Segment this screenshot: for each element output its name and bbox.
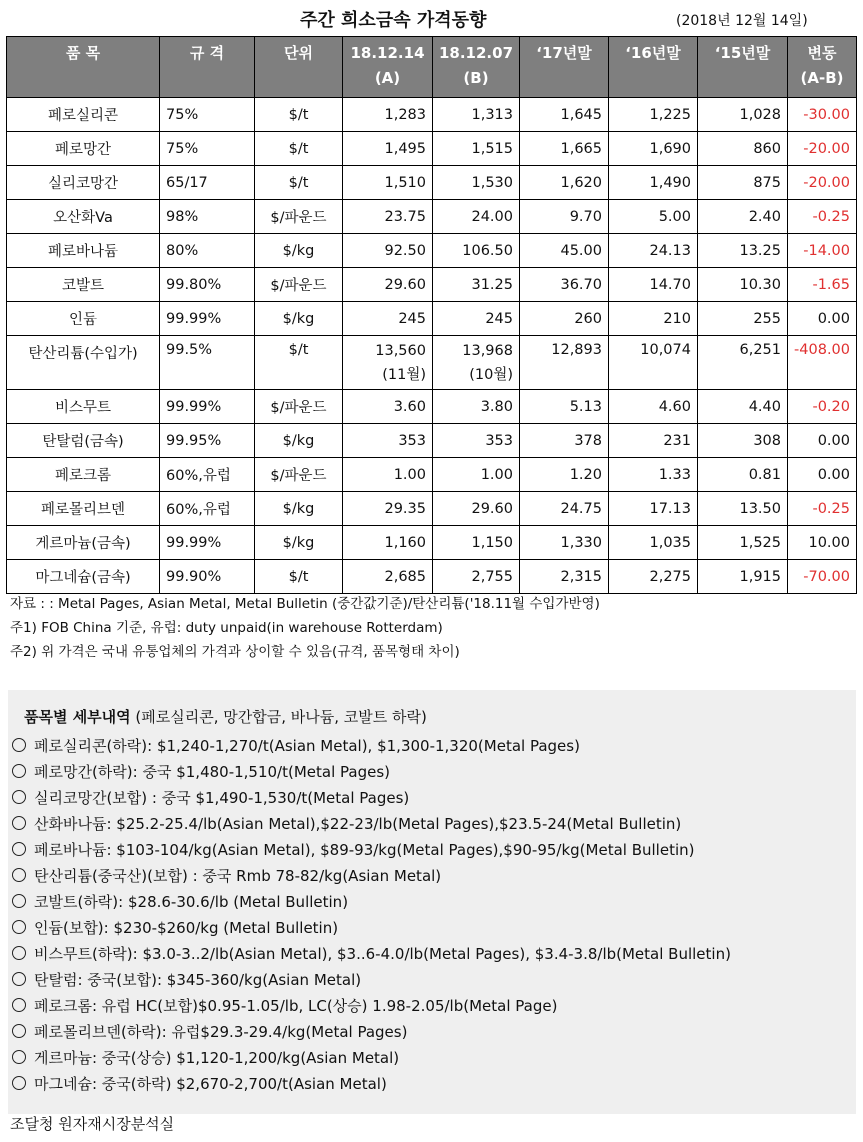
list-item bbox=[12, 863, 731, 889]
cell-end-2016: 1,225 bbox=[609, 98, 698, 132]
col-header-end-2017: ‘17년말 bbox=[520, 37, 609, 98]
cell-end-2015: 2.40 bbox=[698, 200, 788, 234]
cell-unit: $/kg bbox=[255, 492, 343, 526]
list-item-text: 비스무트(하락): $3.0-3..2/lb(Asian Metal), $3..6-4.0/lb(Metal Pages), $3.4-3.8/lb(Metal Bulletin) bbox=[34, 945, 731, 963]
cell-previous: 13,968 (10월) bbox=[433, 336, 520, 390]
cell-end-2017: 45.00 bbox=[520, 234, 609, 268]
cell-previous: 353 bbox=[433, 424, 520, 458]
cell-previous: 24.00 bbox=[433, 200, 520, 234]
cell-current: 2,685 bbox=[343, 560, 433, 594]
footer-org: 조달청 원자재시장분석실 bbox=[10, 1115, 175, 1133]
cell-end-2015: 10.30 bbox=[698, 268, 788, 302]
circle-bullet-icon bbox=[12, 972, 26, 986]
cell-end-2015: 0.81 bbox=[698, 458, 788, 492]
cell-spec: 65/17 bbox=[160, 166, 255, 200]
list-item-text: 게르마늄: 중국(상승) $1,120-1,200/kg(Asian Metal) bbox=[34, 1049, 400, 1067]
cell-end-2017: 1,665 bbox=[520, 132, 609, 166]
cell-end-2017: 1,620 bbox=[520, 166, 609, 200]
cell-current: 1,283 bbox=[343, 98, 433, 132]
cell-previous: 106.50 bbox=[433, 234, 520, 268]
cell-end-2017: 1,330 bbox=[520, 526, 609, 560]
list-item bbox=[12, 811, 731, 837]
circle-bullet-icon bbox=[12, 1076, 26, 1090]
cell-spec: 99.99% bbox=[160, 302, 255, 336]
circle-bullet-icon bbox=[12, 920, 26, 934]
cell-end-2016: 210 bbox=[609, 302, 698, 336]
circle-bullet-icon bbox=[12, 946, 26, 960]
cell-end-2015: 6,251 bbox=[698, 336, 788, 390]
table-header-row bbox=[7, 37, 857, 98]
cell-end-2017: 36.70 bbox=[520, 268, 609, 302]
circle-bullet-icon bbox=[12, 868, 26, 882]
circle-bullet-icon bbox=[12, 764, 26, 778]
list-item bbox=[12, 759, 731, 785]
table-row bbox=[7, 458, 857, 492]
cell-change: -1.65 bbox=[788, 268, 857, 302]
cell-current: 3.60 bbox=[343, 390, 433, 424]
cell-end-2016: 14.70 bbox=[609, 268, 698, 302]
cell-previous: 31.25 bbox=[433, 268, 520, 302]
cell-unit: $/kg bbox=[255, 302, 343, 336]
list-item bbox=[12, 1045, 731, 1071]
cell-item: 페로몰리브덴 bbox=[7, 492, 160, 526]
report-title: 주간 희소금속 가격동향 bbox=[300, 10, 487, 31]
cell-end-2017: 1,645 bbox=[520, 98, 609, 132]
cell-unit: $/t bbox=[255, 336, 343, 390]
cell-unit: $/파운드 bbox=[255, 200, 343, 234]
cell-change: -20.00 bbox=[788, 132, 857, 166]
list-item-text: 페로망간(하락): 중국 $1,480-1,510/t(Metal Pages) bbox=[34, 763, 391, 781]
cell-previous: 245 bbox=[433, 302, 520, 336]
cell-unit: $/t bbox=[255, 166, 343, 200]
circle-bullet-icon bbox=[12, 842, 26, 856]
cell-unit: $/파운드 bbox=[255, 458, 343, 492]
list-item bbox=[12, 837, 731, 863]
cell-end-2017: 260 bbox=[520, 302, 609, 336]
table-notes bbox=[10, 592, 600, 664]
list-item-text: 탄산리튬(중국산)(보합) : 중국 Rmb 78-82/kg(Asian Metal) bbox=[34, 867, 442, 885]
cell-current: 92.50 bbox=[343, 234, 433, 268]
cell-end-2016: 4.60 bbox=[609, 390, 698, 424]
cell-previous: 1.00 bbox=[433, 458, 520, 492]
table-row bbox=[7, 132, 857, 166]
list-item bbox=[12, 1019, 731, 1045]
list-item bbox=[12, 993, 731, 1019]
cell-item: 인듐 bbox=[7, 302, 160, 336]
cell-end-2016: 1,690 bbox=[609, 132, 698, 166]
report-title-bar bbox=[0, 4, 863, 32]
list-item bbox=[12, 915, 731, 941]
cell-previous: 1,530 bbox=[433, 166, 520, 200]
cell-spec: 99.80% bbox=[160, 268, 255, 302]
cell-previous: 1,150 bbox=[433, 526, 520, 560]
list-item bbox=[12, 1071, 731, 1097]
cell-previous: 29.60 bbox=[433, 492, 520, 526]
cell-end-2016: 1,035 bbox=[609, 526, 698, 560]
cell-end-2015: 255 bbox=[698, 302, 788, 336]
cell-current: 1.00 bbox=[343, 458, 433, 492]
cell-end-2017: 378 bbox=[520, 424, 609, 458]
table-row bbox=[7, 424, 857, 458]
list-item-text: 페로몰리브덴(하락): 유럽$29.3-29.4/kg(Metal Pages) bbox=[34, 1023, 408, 1041]
cell-spec: 60%,유럽 bbox=[160, 458, 255, 492]
cell-spec: 75% bbox=[160, 98, 255, 132]
circle-bullet-icon bbox=[12, 738, 26, 752]
list-item bbox=[12, 889, 731, 915]
col-header-previous: 18.12.07 (B) bbox=[433, 37, 520, 98]
cell-previous: 3.80 bbox=[433, 390, 520, 424]
cell-end-2016: 10,074 bbox=[609, 336, 698, 390]
table-row bbox=[7, 526, 857, 560]
cell-unit: $/t bbox=[255, 132, 343, 166]
list-item-text: 마그네슘: 중국(하락) $2,670-2,700/t(Asian Metal) bbox=[34, 1075, 387, 1093]
cell-change: 0.00 bbox=[788, 458, 857, 492]
cell-unit: $/kg bbox=[255, 424, 343, 458]
list-item bbox=[12, 967, 731, 993]
cell-current: 353 bbox=[343, 424, 433, 458]
circle-bullet-icon bbox=[12, 1050, 26, 1064]
cell-current: 13,560 (11월) bbox=[343, 336, 433, 390]
cell-spec: 99.99% bbox=[160, 390, 255, 424]
cell-end-2015: 1,028 bbox=[698, 98, 788, 132]
cell-end-2016: 1,490 bbox=[609, 166, 698, 200]
cell-change: -30.00 bbox=[788, 98, 857, 132]
cell-change: -408.00 bbox=[788, 336, 857, 390]
cell-end-2015: 13.25 bbox=[698, 234, 788, 268]
cell-end-2016: 5.00 bbox=[609, 200, 698, 234]
cell-spec: 80% bbox=[160, 234, 255, 268]
col-header-unit: 단위 bbox=[255, 37, 343, 98]
cell-end-2016: 231 bbox=[609, 424, 698, 458]
detail-box bbox=[8, 690, 856, 1114]
cell-item: 비스무트 bbox=[7, 390, 160, 424]
footnote-1: 주1) FOB China 기준, 유럽: duty unpaid(in warehouse Rotterdam) bbox=[10, 620, 443, 636]
table-row bbox=[7, 234, 857, 268]
report-date: (2018년 12월 14일) bbox=[676, 13, 808, 29]
cell-item: 탄산리튬(수입가) bbox=[7, 336, 160, 390]
cell-spec: 60%,유럽 bbox=[160, 492, 255, 526]
cell-item: 페로크롬 bbox=[7, 458, 160, 492]
detail-list bbox=[12, 733, 731, 1097]
cell-item: 페로바나듐 bbox=[7, 234, 160, 268]
cell-previous: 1,313 bbox=[433, 98, 520, 132]
cell-previous: 2,755 bbox=[433, 560, 520, 594]
cell-unit: $/t bbox=[255, 560, 343, 594]
cell-end-2015: 4.40 bbox=[698, 390, 788, 424]
cell-current: 245 bbox=[343, 302, 433, 336]
cell-spec: 99.5% bbox=[160, 336, 255, 390]
cell-current: 29.60 bbox=[343, 268, 433, 302]
cell-end-2015: 1,915 bbox=[698, 560, 788, 594]
circle-bullet-icon bbox=[12, 790, 26, 804]
col-header-item: 품 목 bbox=[7, 37, 160, 98]
cell-item: 게르마늄(금속) bbox=[7, 526, 160, 560]
cell-item: 실리코망간 bbox=[7, 166, 160, 200]
table-row bbox=[7, 200, 857, 234]
cell-change: -0.20 bbox=[788, 390, 857, 424]
cell-unit: $/kg bbox=[255, 234, 343, 268]
detail-heading: 품목별 세부내역 (페로실리콘, 망간합금, 바나듐, 코발트 하락) bbox=[24, 708, 427, 726]
list-item-text: 페로바나듐: $103-104/kg(Asian Metal), $89-93/kg(Metal Pages),$90-95/kg(Metal Bulletin) bbox=[34, 841, 695, 859]
table-row bbox=[7, 268, 857, 302]
list-item bbox=[12, 733, 731, 759]
table-row bbox=[7, 302, 857, 336]
col-header-end-2016: ‘16년말 bbox=[609, 37, 698, 98]
cell-previous: 1,515 bbox=[433, 132, 520, 166]
col-header-end-2015: ‘15년말 bbox=[698, 37, 788, 98]
cell-end-2015: 860 bbox=[698, 132, 788, 166]
cell-spec: 75% bbox=[160, 132, 255, 166]
cell-item: 오산화Va bbox=[7, 200, 160, 234]
cell-end-2017: 24.75 bbox=[520, 492, 609, 526]
cell-change: 0.00 bbox=[788, 302, 857, 336]
cell-unit: $/t bbox=[255, 98, 343, 132]
circle-bullet-icon bbox=[12, 816, 26, 830]
cell-end-2016: 17.13 bbox=[609, 492, 698, 526]
cell-spec: 99.90% bbox=[160, 560, 255, 594]
cell-spec: 99.95% bbox=[160, 424, 255, 458]
cell-end-2016: 2,275 bbox=[609, 560, 698, 594]
col-header-change: 변동 (A-B) bbox=[788, 37, 857, 98]
cell-end-2015: 1,525 bbox=[698, 526, 788, 560]
cell-current: 1,160 bbox=[343, 526, 433, 560]
cell-change: -0.25 bbox=[788, 492, 857, 526]
circle-bullet-icon bbox=[12, 998, 26, 1012]
cell-end-2015: 308 bbox=[698, 424, 788, 458]
cell-spec: 98% bbox=[160, 200, 255, 234]
list-item bbox=[12, 785, 731, 811]
footnote-2: 주2) 위 가격은 국내 유통업체의 가격과 상이할 수 있음(규격, 품목형태 차이) bbox=[10, 644, 460, 660]
cell-end-2017: 9.70 bbox=[520, 200, 609, 234]
list-item-text: 인듐(보합): $230-$260/kg (Metal Bulletin) bbox=[34, 919, 339, 937]
cell-end-2017: 1.20 bbox=[520, 458, 609, 492]
cell-end-2017: 5.13 bbox=[520, 390, 609, 424]
cell-end-2017: 12,893 bbox=[520, 336, 609, 390]
cell-end-2017: 2,315 bbox=[520, 560, 609, 594]
list-item-text: 페로크롬: 유럽 HC(보합)$0.95-1.05/lb, LC(상승) 1.98-2.05/lb(Metal Page) bbox=[34, 997, 558, 1015]
cell-change: -70.00 bbox=[788, 560, 857, 594]
cell-item: 페로망간 bbox=[7, 132, 160, 166]
cell-unit: $/kg bbox=[255, 526, 343, 560]
cell-change: 0.00 bbox=[788, 424, 857, 458]
circle-bullet-icon bbox=[12, 894, 26, 908]
table-row bbox=[7, 492, 857, 526]
list-item-text: 산화바나듐: $25.2-25.4/lb(Asian Metal),$22-23/lb(Metal Pages),$23.5-24(Metal Bulletin) bbox=[34, 815, 682, 833]
cell-unit: $/파운드 bbox=[255, 268, 343, 302]
cell-end-2016: 24.13 bbox=[609, 234, 698, 268]
cell-change: -14.00 bbox=[788, 234, 857, 268]
cell-spec: 99.99% bbox=[160, 526, 255, 560]
list-item-text: 코발트(하락): $28.6-30.6/lb (Metal Bulletin) bbox=[34, 893, 349, 911]
cell-unit: $/파운드 bbox=[255, 390, 343, 424]
cell-item: 페로실리콘 bbox=[7, 98, 160, 132]
list-item bbox=[12, 941, 731, 967]
cell-current: 1,495 bbox=[343, 132, 433, 166]
table-row bbox=[7, 166, 857, 200]
cell-end-2015: 875 bbox=[698, 166, 788, 200]
table-row bbox=[7, 560, 857, 594]
cell-change: 10.00 bbox=[788, 526, 857, 560]
list-item-text: 탄탈럼: 중국(보합): $345-360/kg(Asian Metal) bbox=[34, 971, 362, 989]
cell-end-2016: 1.33 bbox=[609, 458, 698, 492]
table-row bbox=[7, 390, 857, 424]
price-table bbox=[6, 36, 857, 594]
table-row bbox=[7, 98, 857, 132]
cell-current: 29.35 bbox=[343, 492, 433, 526]
col-header-current: 18.12.14 (A) bbox=[343, 37, 433, 98]
list-item-text: 실리코망간(보합) : 중국 $1,490-1,530/t(Metal Pages) bbox=[34, 789, 410, 807]
cell-item: 탄탈럼(금속) bbox=[7, 424, 160, 458]
table-row bbox=[7, 336, 857, 390]
list-item-text: 페로실리콘(하락): $1,240-1,270/t(Asian Metal), $1,300-1,320(Metal Pages) bbox=[34, 737, 580, 755]
circle-bullet-icon bbox=[12, 1024, 26, 1038]
cell-item: 코발트 bbox=[7, 268, 160, 302]
cell-current: 23.75 bbox=[343, 200, 433, 234]
source-note: 자료 : : Metal Pages, Asian Metal, Metal Bulletin (중간값기준)/탄산리튬('18.11월 수입가반영) bbox=[10, 596, 600, 612]
cell-change: -0.25 bbox=[788, 200, 857, 234]
cell-change: -20.00 bbox=[788, 166, 857, 200]
cell-end-2015: 13.50 bbox=[698, 492, 788, 526]
cell-item: 마그네슘(금속) bbox=[7, 560, 160, 594]
col-header-spec: 규 격 bbox=[160, 37, 255, 98]
cell-current: 1,510 bbox=[343, 166, 433, 200]
